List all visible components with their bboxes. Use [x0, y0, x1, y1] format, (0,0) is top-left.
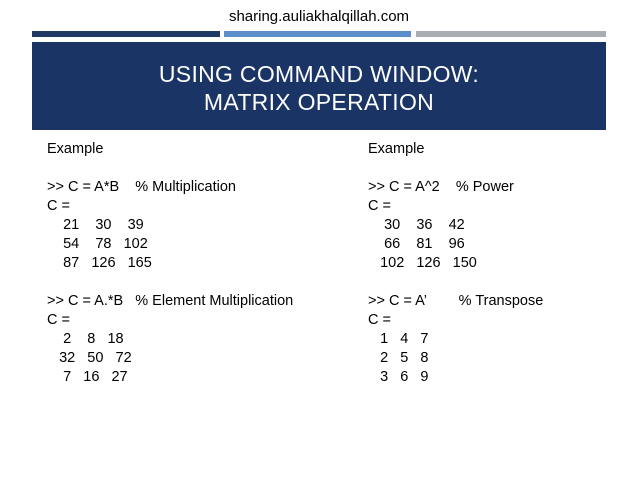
matrix-row: 2 8 18	[47, 331, 124, 347]
right-example-column	[368, 140, 618, 387]
command-line: >> C = A*B % Multiplication	[47, 179, 236, 195]
slide-title-banner	[32, 42, 606, 130]
matrix-row: 2 5 8	[368, 350, 429, 366]
matrix-row: 7 16 27	[47, 369, 128, 385]
command-line: >> C = A.*B % Element Multiplication	[47, 293, 294, 309]
matrix-row: 30 36 42	[368, 217, 465, 233]
result-label: C =	[368, 312, 391, 328]
matrix-row: 1 4 7	[368, 331, 429, 347]
accent-bar-blue	[224, 31, 411, 37]
result-label: C =	[47, 198, 70, 214]
header-accent-bars	[32, 31, 606, 37]
matrix-row: 54 78 102	[47, 236, 148, 252]
matrix-row: 102 126 150	[368, 255, 477, 271]
result-label: C =	[368, 198, 391, 214]
slide-title-line2: MATRIX OPERATION	[203, 89, 435, 115]
accent-bar-gray	[416, 31, 606, 37]
matrix-row: 21 30 39	[47, 217, 144, 233]
matrix-row: 87 126 165	[47, 255, 152, 271]
watermark-text: sharing.auliakhalqillah.com	[228, 8, 410, 25]
matrix-row: 32 50 72	[47, 350, 132, 366]
command-line: >> C = A^2 % Power	[368, 179, 514, 195]
matrix-row: 3 6 9	[368, 369, 429, 385]
accent-bar-dark	[32, 31, 220, 37]
slide-title-line1: USING COMMAND WINDOW:	[158, 61, 480, 87]
result-label: C =	[47, 312, 70, 328]
example-heading: Example	[368, 141, 425, 157]
matrix-row: 66 81 96	[368, 236, 465, 252]
left-example-column	[47, 140, 347, 387]
example-heading: Example	[47, 141, 104, 157]
command-line: >> C = A’ % Transpose	[368, 293, 544, 309]
